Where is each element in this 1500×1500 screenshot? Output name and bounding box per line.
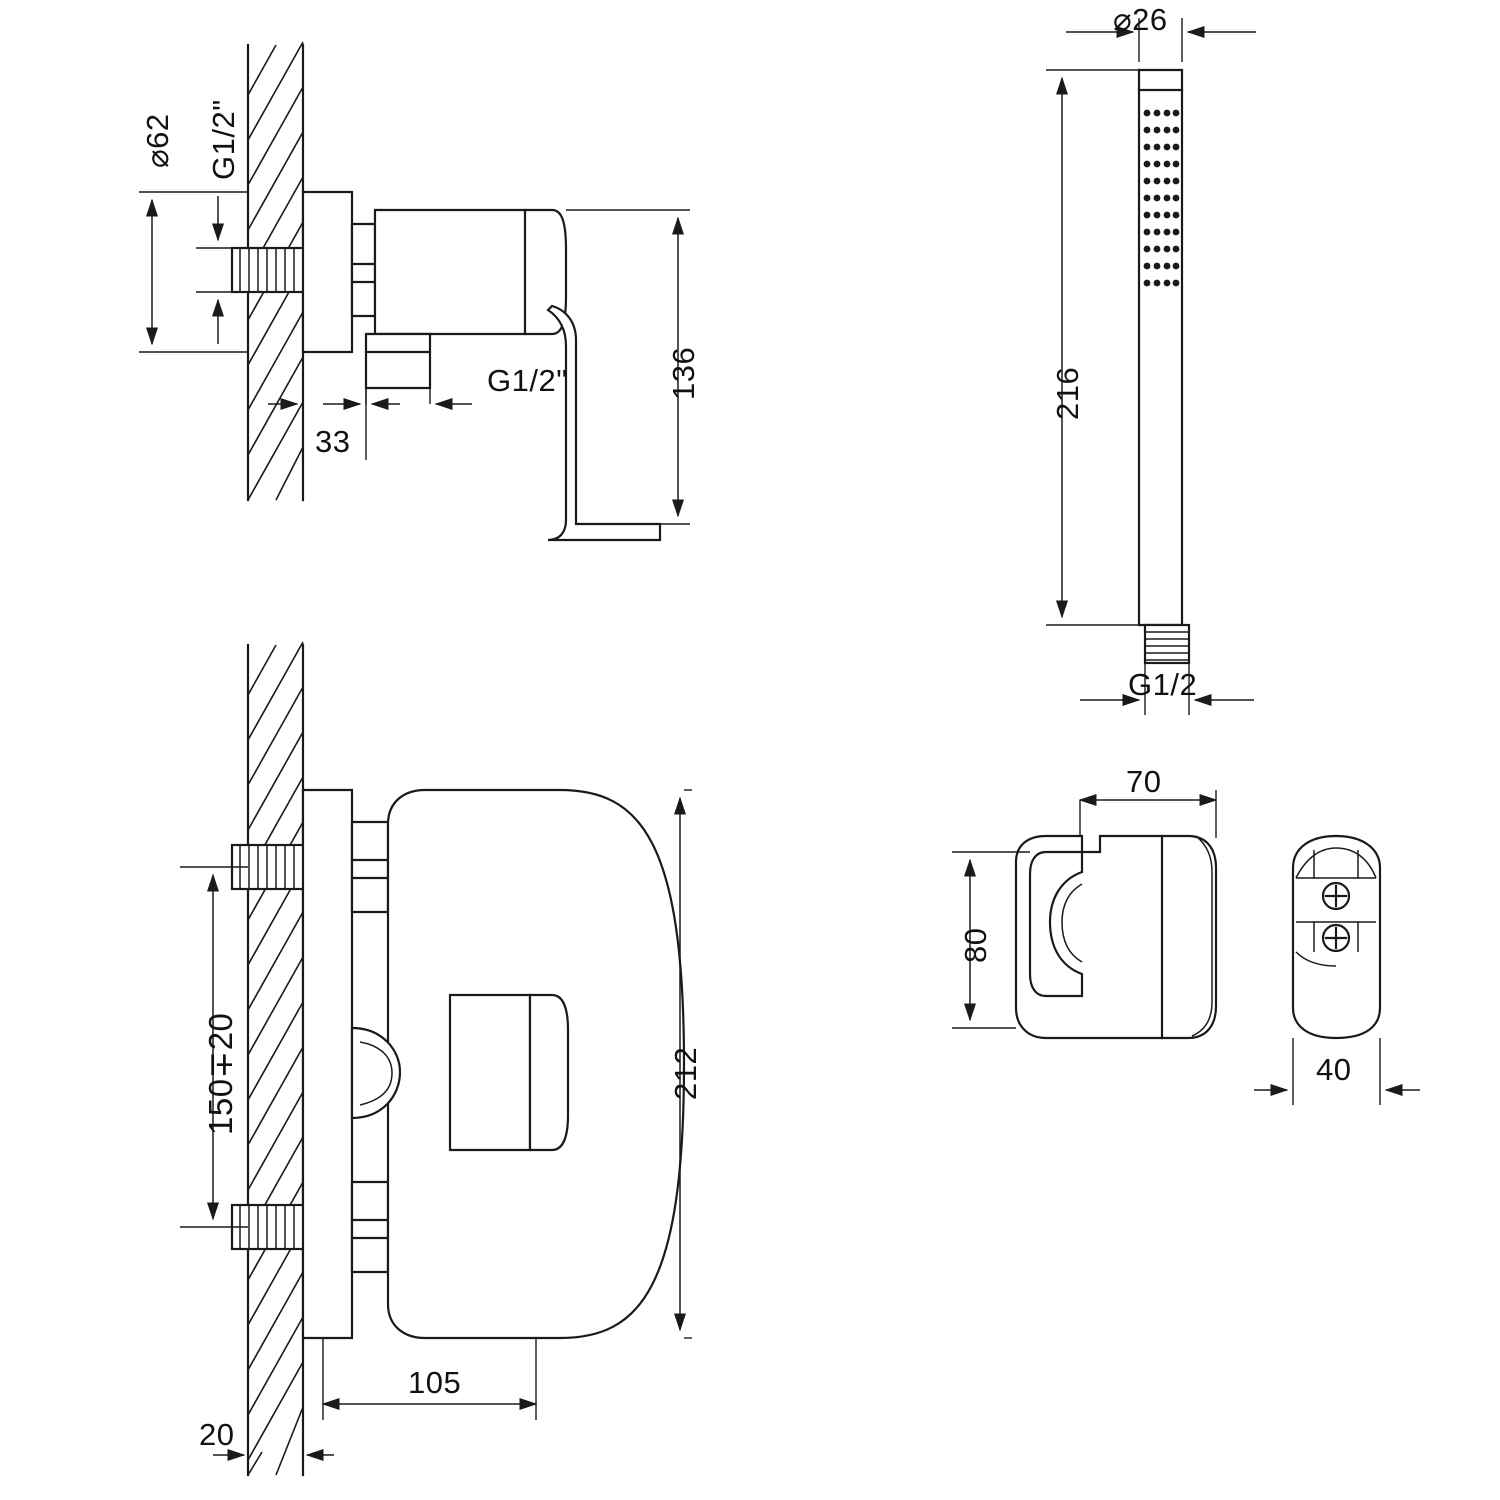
dim-label-105: 105 [408,1365,462,1400]
dim-label-212: 212 [668,1046,703,1100]
dim-label-dia62: ⌀62 [140,113,175,168]
dim-label-g12-outlet: G1/2" [487,363,568,398]
hand-shower-body [1139,70,1189,663]
mixer-body-front [303,790,684,1338]
view-front-elevation [180,642,692,1475]
holder-side-view [1016,836,1216,1038]
dim-216 [1046,70,1145,625]
dim-label-136: 136 [666,346,701,400]
dim-label-216: 216 [1050,366,1085,420]
dim-label-70: 70 [1126,764,1162,799]
wall-section-bottom [248,642,303,1475]
mixer-body-side [303,192,660,540]
dim-label-g12-inlet: G1/2" [206,99,241,180]
dim-label-dia26: ⌀26 [1113,2,1168,37]
inlet-nipple-top [232,248,310,292]
dim-label-20: 20 [199,1417,235,1452]
dim-label-33: 33 [315,424,351,459]
holder-section-view [1293,836,1380,1038]
dim-label-40: 40 [1316,1052,1352,1087]
dim-g12-outlet [323,388,472,404]
dim-label-150: 150∓20 [202,1012,239,1135]
dim-label-80: 80 [958,927,993,963]
dim-label-g12-hose: G1/2 [1128,667,1198,702]
